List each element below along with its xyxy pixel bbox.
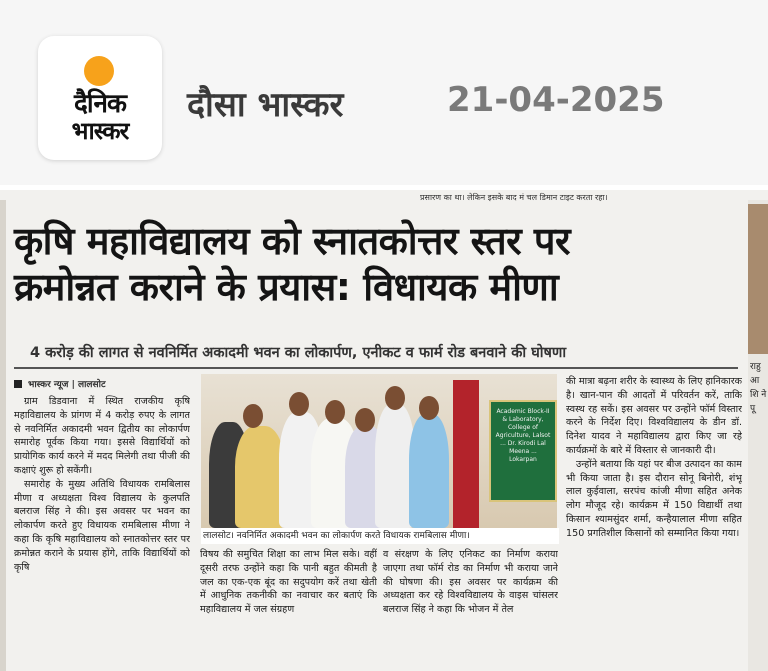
adjacent-article-text: राहु आ शि ने पू	[750, 362, 767, 414]
person-head	[289, 392, 309, 416]
column-3-paragraph: व संरक्षण के लिए एनिकट का निर्माण कराया जाएगा तथा फॉर्म रोड का निर्माण भी कराया जाने की घोषणा की। इस अवसर पर कार्यक्रम की अध्यक्षता कर रहे विश्वविद्यालय के वाइस चांसलर बलराज सिंह ने कहा कि भोजन में तेल	[383, 549, 558, 616]
article-column-1	[14, 395, 190, 667]
headline-line-2: क्रमोन्नत कराने के प्रयास: विधायक मीणा	[14, 265, 559, 309]
adjacent-article-photo	[748, 204, 768, 354]
person-figure	[235, 426, 285, 528]
edition-title: दौसा भास्कर	[187, 85, 344, 125]
headline-line-1: कृषि महाविद्यालय को स्नातकोत्तर स्तर पर	[14, 219, 571, 263]
person-head	[325, 400, 345, 424]
column-2-paragraph: विषय की समुचित शिक्षा का लाभ मिल सके। वहीं दूसरी तरफ उन्होंने कहा कि पानी बहुत कीमती है जल का एक-एक बूंद का सदुपयोग करें तथा खेती में आधुनिक तकनीकी का नवाचार कर बताएं कि महाविद्यालय में जल संग्रहण	[200, 549, 377, 616]
article-column-4	[566, 375, 742, 667]
article-subheadline: 4 करोड़ की लागत से नवनिर्मित अकादमी भवन का लोकार्पण, एनीकट व फार्म रोड बनवाने की घोषणा	[30, 345, 567, 361]
logo-text-line1: दैनिक	[74, 89, 126, 119]
column-1-paragraph-1: ग्राम डिडवाना में स्थित राजकीय कृषि महाविद्यालय के प्रांगण में 4 करोड़ रुपए के लागत से नवनिर्मित अकादमी भवन द्वितीय का लोकार्पण समारोह पूर्वक किया गया। इससे विद्यार्थियों को प्रायोगिक कार्य करने में मदद मिलेगी तथा पीजी की कक्षाएं शुरू हो सकेंगी।	[14, 396, 190, 476]
sun-icon	[84, 56, 114, 86]
inauguration-photo	[201, 374, 557, 528]
article-headline	[14, 218, 570, 310]
column-4-paragraph-2: उन्होंने बताया कि यहां पर बीज उत्पादन का काम भी किया जाता है। इस दौरान सोनू बिनोरी, शंभू लाल कुईवाला, सरपंच कांजी मीणा सहित अनेक लोग मौजूद रहे। कार्यक्रम में 150 विद्यार्थी तथा किसान श्यामसुंदर शर्मा, कन्हैयालाल मीणा सहित 150 प्रगतिशील किसानों को सम्मानित किया गया।	[566, 458, 742, 539]
article-column-3	[383, 548, 558, 666]
edition-date: 21-04-2025	[447, 80, 665, 120]
headline-divider	[14, 367, 738, 369]
person-head	[419, 396, 439, 420]
column-4-paragraph-1: की मात्रा बढ़ना शरीर के स्वास्थ्य के लिए हानिकारक है। खान-पान की आदतों में परिवर्तन करें, ताकि स्वस्थ रह सकें। इस अवसर पर उन्होंने फॉर्म विस्तार करने के निर्देश दिए। विश्वविद्यालय के डीन डॉ. दिनेश यादव ने महाविद्यालय द्वारा किए जा रहे कार्यक्रमों के बारे में विस्तार से जानकारी दी।	[566, 376, 742, 456]
person-head	[355, 408, 375, 432]
inauguration-plaque	[489, 400, 557, 502]
left-edge-strip	[0, 200, 6, 671]
byline: भास्कर न्यूज | लालसोट	[14, 377, 194, 390]
plaque-text: Academic Block-II & Laboratory, College of Agriculture, Lalsot ... Dr. Kirodi Lal Meena ... Lokarpan	[495, 408, 551, 463]
photo-caption: लालसोट। नवनिर्मित अकादमी भवन का लोकार्पण करते विधायक रामबिलास मीणा।	[201, 528, 559, 544]
logo-text-line2: भास्कर	[71, 117, 129, 145]
red-curtain	[453, 380, 479, 528]
column-1-paragraph-2: समारोह के मुख्य अतिथि विधायक रामबिलास मीणा व अध्यक्षता विश्व विद्यालय के कुलपति बलराज सिंह ने की। इस अवसर पर भवन का लोकार्पण करते हुए विधायक रामबिलास मीणा ने कहा कि कृषि महाविद्यालय को स्नातकोत्तर स्तर पर क्रमोन्नत कराने के प्रयास होंगे, ताकि विद्यार्थियों को कृषि	[14, 478, 190, 573]
previous-article-fragment: प्रसारण का था। लेकिन इसके बाद मं चल डिमान टाइट करता रहा।	[420, 193, 608, 202]
person-head	[243, 404, 263, 428]
right-edge-strip	[748, 200, 768, 671]
dainik-bhaskar-logo	[38, 36, 162, 160]
article-column-2	[200, 548, 377, 666]
person-head	[385, 386, 405, 410]
person-figure	[409, 414, 449, 528]
